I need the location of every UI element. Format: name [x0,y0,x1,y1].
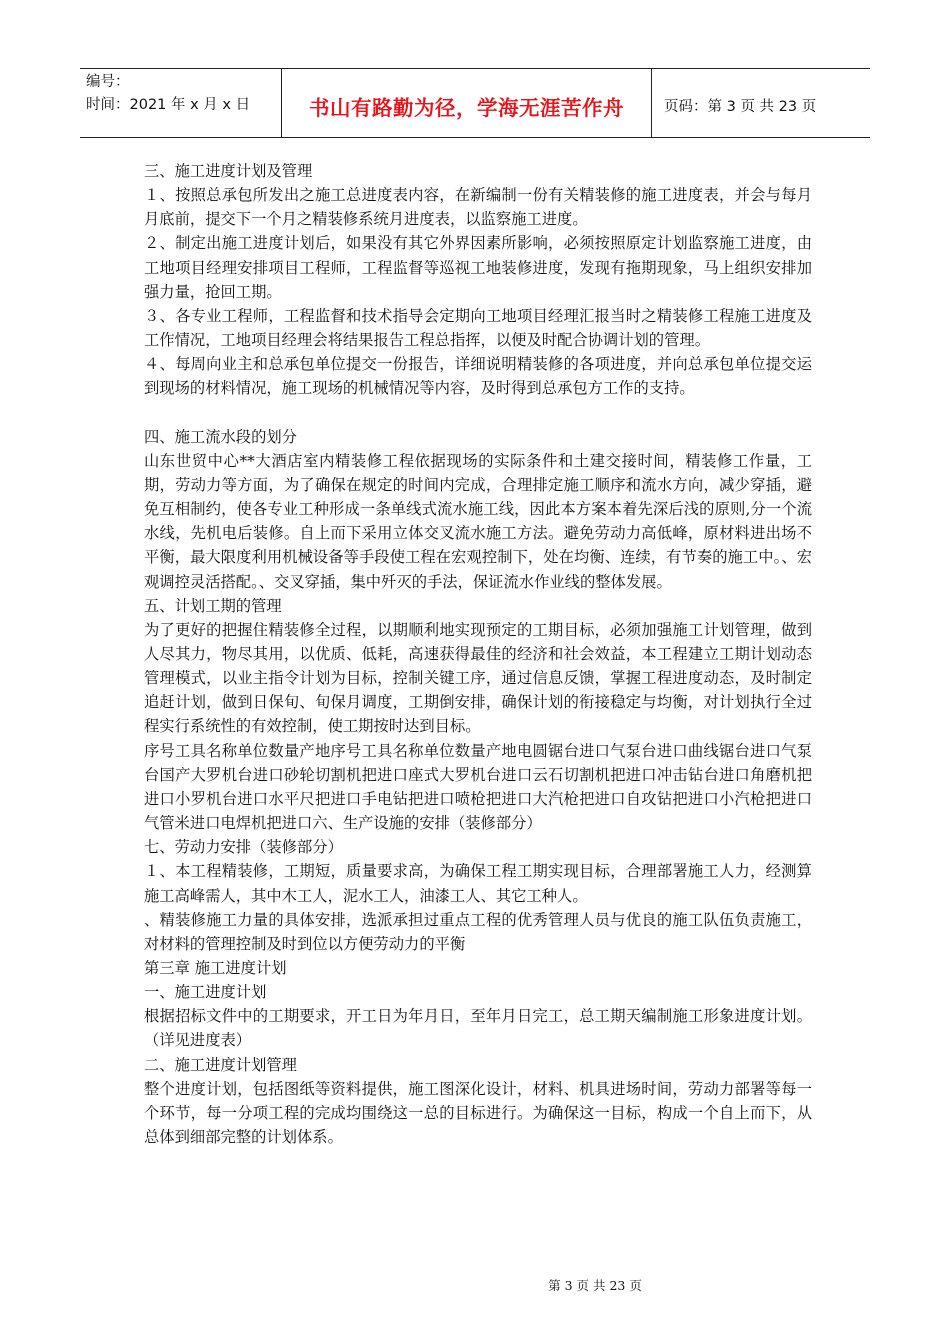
body-paragraph: 整个进度计划，包括图纸等资料提供，施工图深化设计，材料、机具进场时间，劳动力部署等每一个环节，每一分项工程的完成均围绕这一总的目标进行。为确保这一目标，构成一个自上而下，从总体到细部完整的计划体系。 [144,1079,812,1147]
document-body [144,159,812,1149]
body-paragraph: 为了更好的把握住精装修全过程，以期顺利地实现预定的工期目标，必须加强施工计划管理，做到人尽其力，物尽其用，以优质、低耗，高速获得最佳的经济和社会效益，本工程建立工期计划动态管理模式，以业主指令计划为目标，控制关键工序，通过信息反馈，掌握工程进度动态，及时制定追赶计划，做到日保旬、旬保月调度，工期倒安排，确保计划的衔接稳定与均衡，对计划执行全过程实行系统性的有效控制，使工期按时达到目标。 [144,620,812,736]
body-paragraph: 序号工具名称单位数量产地序号工具名称单位数量产地电圆锯台进口气泵台进口曲线锯台进口气泵台国产大罗机台进口砂轮切割机把进口座式大罗机台进口云石切割机把进口冲击钻台进口角磨机把进口小罗机台进口水平尺把进口手电钻把进口喷枪把进口大汽枪把进口自攻钻把进口小汽枪把进口气管米进口电焊机把进口六、生产设施的安排（装修部分） [144,741,812,833]
header-motto-cell [282,69,652,137]
footer-page-number: 第 3 页 共 23 页 [548,1278,642,1293]
body-paragraph: 根据招标文件中的工期要求，开工日为年月日，至年月日完工，总工期天编制施工形象进度计划。（详见进度表） [144,1007,812,1050]
body-paragraph: 山东世贸中心**大酒店室内精装修工程依据现场的实际条件和土建交接时间，精装修工作量，工期，劳动力等方面，为了确保在规定的时间内完成，合理排定施工顺序和流水方向，减少穿插，避免互相制约，使各专业工种形成一条单线式流水施工线，因此本方案本着先深后浅的原则,分一个流水线，先机电后装修。自上而下采用立体交叉流水施工方法。避免劳动力高低峰，原材料进出场不平衡，最大限度利用机械设备等手段使工程在宏观控制下，处在均衡、连续，有节奏的施工中。、宏观调控灵活搭配。、交叉穿插，集中歼灭的手法，保证流水作业线的整体发展。 [144,451,812,591]
body-paragraph: ３、各专业工程师，工程监督和技术指导会定期向工地项目经理汇报当时之精装修工程施工进度及工作情况，工地项目经理会将结果报告工程总指挥，以便及时配合协调计划的管理。 [144,306,812,350]
document-date-label: 时间：2021 年 x 月 x 日 [86,97,251,113]
chapter-heading: 第三章 施工进度计划 [144,959,287,977]
header-meta [80,69,282,137]
paragraph-spacer [144,401,812,425]
section-heading: 一、施工进度计划 [144,983,267,1002]
body-paragraph: １、按照总承包所发出之施工总进度表内容，在新编制一份有关精装修的施工进度表，并会与每月月底前，提交下一个月之精装修系统月进度表，以监察施工进度。 [144,186,812,229]
page-footer [0,1276,950,1294]
section-heading: 七、劳动力安排（装修部分） [144,838,343,857]
page-header [80,68,870,138]
body-paragraph: ２、制定出施工进度计划后，如果没有其它外界因素所影响，必须按照原定计划监察施工进度，由工地项目经理安排项目工程师，工程监督等巡视工地装修进度，发现有拖期现象，马上组织安排加强力量，抢回工期。 [144,234,812,301]
document-number-label: 编号： [86,74,130,90]
body-paragraph: 、精装修施工力量的具体安排，选派承担过重点工程的优秀管理人员与优良的施工队伍负责施工，对材料的管理控制及时到位以方便劳动力的平衡 [144,910,812,953]
section-heading: 二、施工进度计划管理 [144,1055,297,1074]
section-heading: 四、施工流水段的划分 [144,427,297,446]
body-paragraph: １、本工程精装修，工期短，质量要求高，为确保工程工期实现目标，合理部署施工人力，经测算施工高峰需人，其中木工人，泥水工人，油漆工人、其它工种人。 [144,862,812,905]
header-motto: 书山有路勤为径，学海无涯苦作舟 [309,96,624,120]
body-paragraph: ４、每周向业主和总承包单位提交一份报告，详细说明精装修的各项进度，并向总承包单位提交运到现场的材料情况，施工现场的机械情况等内容，及时得到总承包方工作的支持。 [144,355,812,398]
section-heading: 五、计划工期的管理 [144,596,282,615]
header-page-number: 页码：第 3 页 共 23 页 [664,98,817,115]
header-page-cell [652,69,870,137]
section-heading: 三、施工进度计划及管理 [144,162,313,180]
